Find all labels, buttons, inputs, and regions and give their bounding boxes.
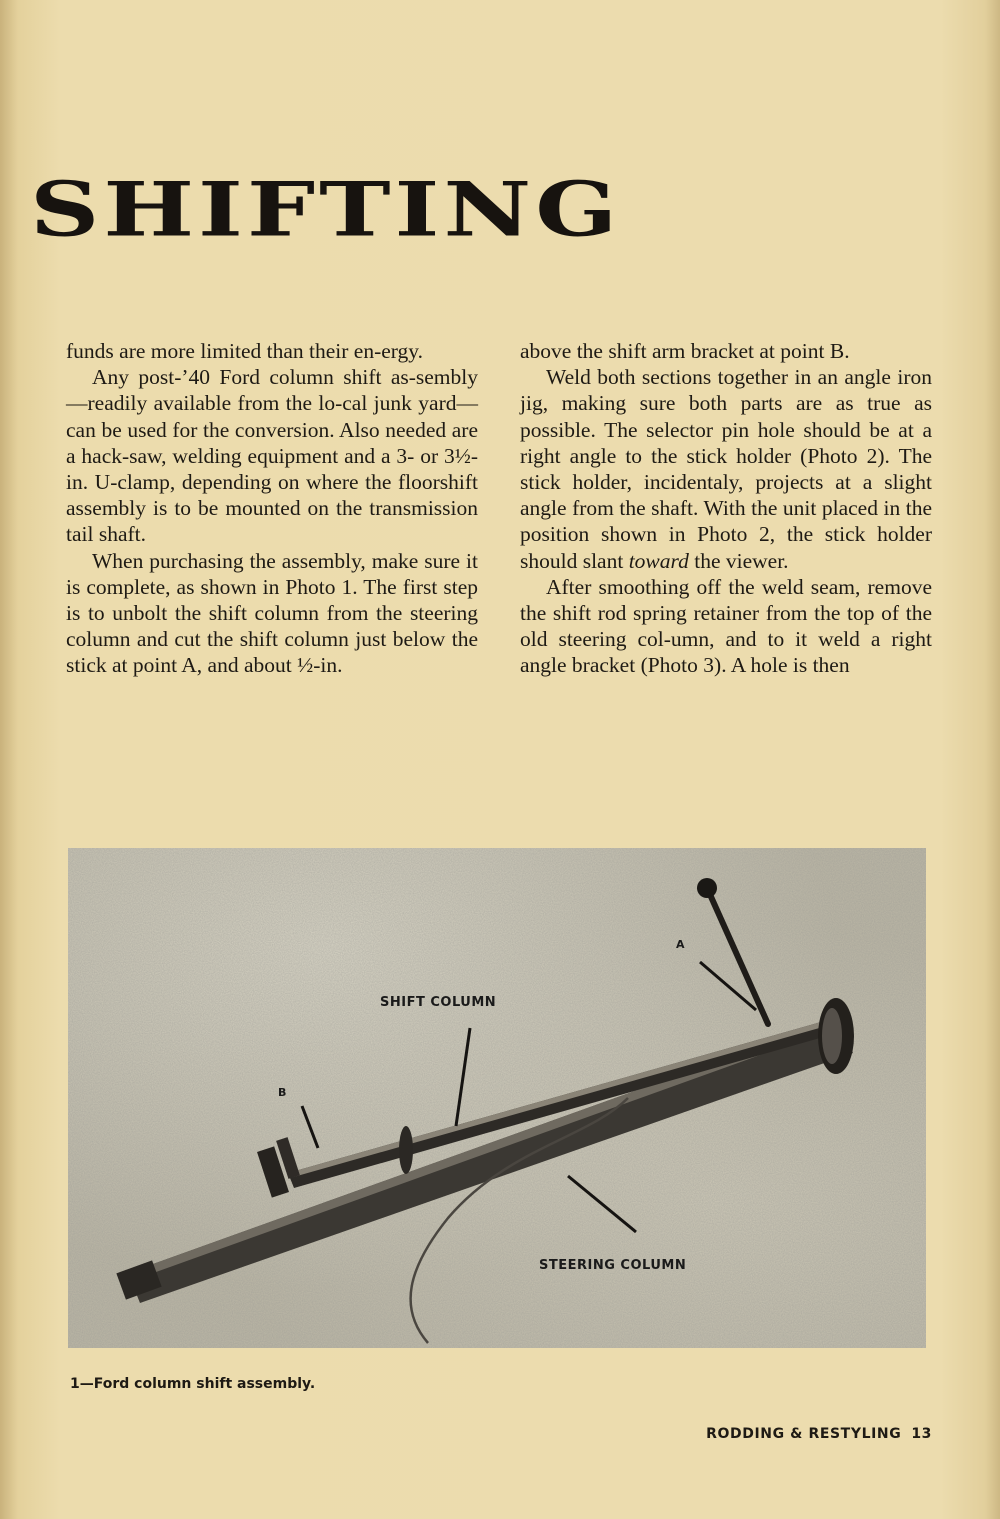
left-paragraph-2: Any post-’40 Ford column shift as-sembly—readily available from the lo-cal junk yard—can be used for the conversion. Also needed are a hack-saw, welding equipment and a 3- or 3½-in. U-clamp, depending on where the floorshift assembly is to be mounted on the transmission tail shaft. (66, 365, 478, 547)
left-paragraph-3: When purchasing the assembly, make sure it is complete, as shown in Photo 1. The first step is to unbolt the shift column from the steering column and cut the shift column just below the stick at point A, and about ½-in. (66, 548, 478, 678)
clamp-ring (399, 1126, 413, 1174)
photo-label-shift-column: SHIFT COLUMN (380, 995, 497, 1010)
photo-caption: 1—Ford column shift assembly. (70, 1376, 316, 1392)
emphasis-toward: toward (628, 548, 689, 573)
column-shift-photo (68, 848, 926, 1348)
publication-name: RODDING & RESTYLING (706, 1426, 902, 1442)
right-paragraph-3: After smoothing off the weld seam, remove the shift rod spring retainer from the top of the old steering col-umn, and to it weld a right angle bracket (Photo 3). A hole is then (520, 574, 932, 678)
photo-label-steering-column: STEERING COLUMN (539, 1258, 687, 1273)
photo-label-a: A (676, 938, 686, 951)
right-paragraph-1: above the shift arm bracket at point B. (520, 339, 850, 363)
page-number: 13 (911, 1426, 932, 1442)
right-paragraph-2-end: the viewer. (688, 548, 789, 573)
left-text-column (66, 338, 478, 679)
page-footer (700, 1426, 932, 1442)
photo-label-b: B (278, 1086, 287, 1099)
right-paragraph-2-text: Weld both sections together in an angle iron jig, making sure both parts are as true as possible. The selector pin hole should be at a right angle to the stick holder (Photo 2). The stick holder, incidentaly, projects at a slight angle from the shaft. With the unit placed in the position shown in Photo 2, the stick holder should slant (520, 365, 932, 573)
right-paragraph-2 (520, 364, 932, 574)
right-text-column (520, 338, 932, 679)
column-shift-illustration (68, 848, 926, 1348)
left-paragraph-1: funds are more limited than their en-ergy. (66, 339, 424, 363)
article-headline: SHIFTING (30, 165, 622, 254)
